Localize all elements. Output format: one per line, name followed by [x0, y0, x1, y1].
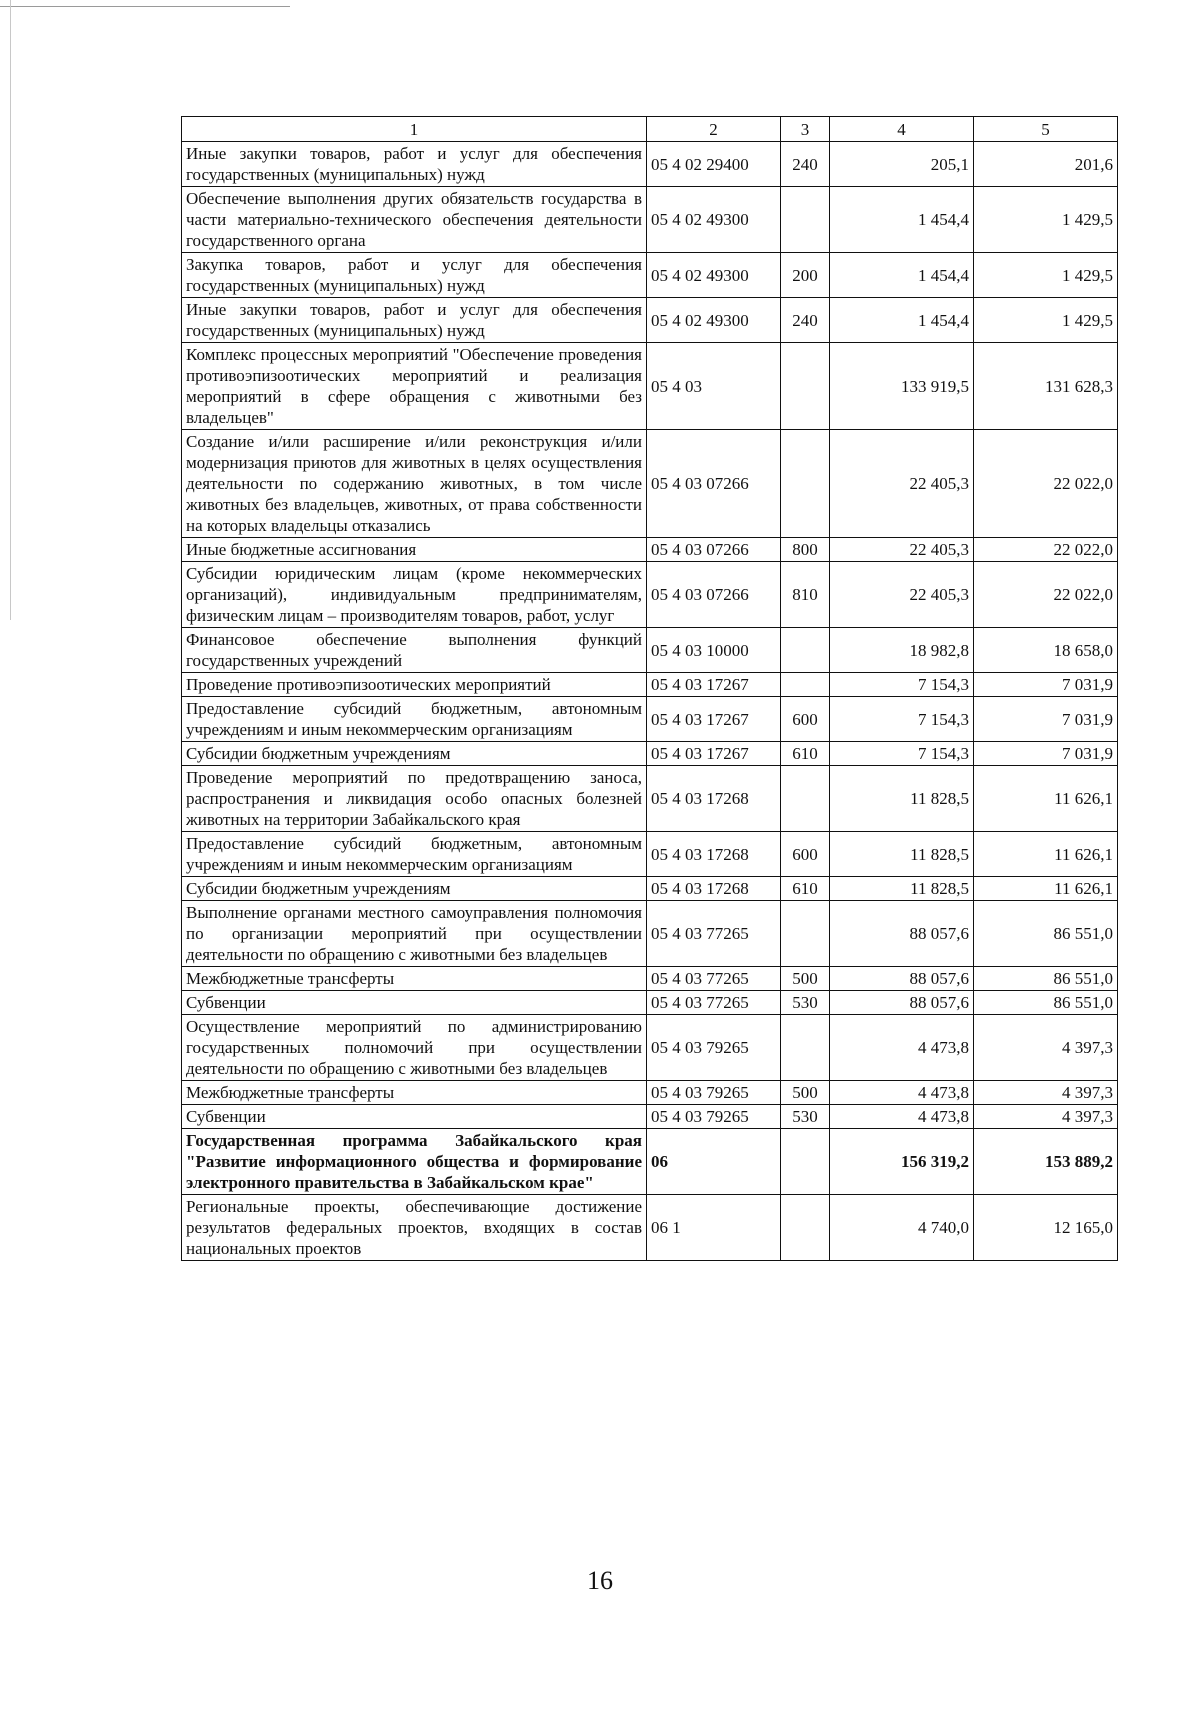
row-sum-col4: 7 154,3	[830, 697, 974, 742]
row-sum-col4: 7 154,3	[830, 673, 974, 697]
row-name: Предоставление субсидий бюджетным, автономным учреждениям и иным некоммерческим организациям	[182, 697, 647, 742]
table-row	[182, 1129, 1118, 1195]
row-expense-type	[781, 901, 830, 967]
row-expense-type	[781, 343, 830, 430]
row-sum-col4: 11 828,5	[830, 832, 974, 877]
row-name: Закупка товаров, работ и услуг для обеспечения государственных (муниципальных) нужд	[182, 253, 647, 298]
row-sum-col4: 4 740,0	[830, 1195, 974, 1261]
row-expense-type: 500	[781, 1081, 830, 1105]
row-sum-col4: 133 919,5	[830, 343, 974, 430]
row-code: 05 4 02 49300	[647, 298, 781, 343]
row-expense-type: 610	[781, 877, 830, 901]
header-col-3: 3	[781, 117, 830, 142]
row-sum-col5: 22 022,0	[974, 430, 1118, 538]
table-row	[182, 142, 1118, 187]
page-number: 16	[587, 1566, 613, 1595]
row-code: 05 4 03 17268	[647, 766, 781, 832]
row-name: Проведение противоэпизоотических мероприятий	[182, 673, 647, 697]
left-scan-line	[10, 0, 11, 620]
row-code: 05 4 03 77265	[647, 967, 781, 991]
row-name: Субсидии бюджетным учреждениям	[182, 742, 647, 766]
table-row	[182, 901, 1118, 967]
table-row	[182, 1105, 1118, 1129]
row-name: Создание и/или расширение и/или реконструкция и/или модернизация приютов для животных в целях осуществления деятельности по содержанию животных, в том числе животных без владельцев, животных, от права собственности на которых владельцы отказались	[182, 430, 647, 538]
row-code: 05 4 03 17267	[647, 742, 781, 766]
row-name: Субсидии юридическим лицам (кроме некоммерческих организаций), индивидуальным предпринимателям, физическим лицам – производителям товаров, работ, услуг	[182, 562, 647, 628]
row-expense-type	[781, 1015, 830, 1081]
row-name: Предоставление субсидий бюджетным, автономным учреждениям и иным некоммерческим организациям	[182, 832, 647, 877]
row-name: Субвенции	[182, 991, 647, 1015]
row-sum-col4: 1 454,4	[830, 187, 974, 253]
row-code: 05 4 03 77265	[647, 901, 781, 967]
row-sum-col4: 11 828,5	[830, 766, 974, 832]
row-name: Проведение мероприятий по предотвращению заноса, распространения и ликвидация особо опасных болезней животных на территории Забайкальского края	[182, 766, 647, 832]
row-sum-col5: 131 628,3	[974, 343, 1118, 430]
table-row	[182, 673, 1118, 697]
row-code: 05 4 02 49300	[647, 253, 781, 298]
row-name: Иные закупки товаров, работ и услуг для обеспечения государственных (муниципальных) нужд	[182, 298, 647, 343]
row-code: 06	[647, 1129, 781, 1195]
row-sum-col4: 22 405,3	[830, 430, 974, 538]
row-code: 05 4 03 17268	[647, 877, 781, 901]
table-row	[182, 343, 1118, 430]
row-expense-type	[781, 430, 830, 538]
row-sum-col4: 4 473,8	[830, 1105, 974, 1129]
row-name: Межбюджетные трансферты	[182, 967, 647, 991]
row-sum-col5: 7 031,9	[974, 673, 1118, 697]
row-sum-col5: 4 397,3	[974, 1015, 1118, 1081]
row-sum-col5: 86 551,0	[974, 967, 1118, 991]
header-row	[182, 117, 1118, 142]
table-row	[182, 967, 1118, 991]
table-row	[182, 628, 1118, 673]
row-name: Межбюджетные трансферты	[182, 1081, 647, 1105]
table-row	[182, 538, 1118, 562]
table-row	[182, 187, 1118, 253]
table-row	[182, 253, 1118, 298]
row-sum-col4: 4 473,8	[830, 1081, 974, 1105]
row-code: 05 4 03 17267	[647, 673, 781, 697]
row-sum-col5: 1 429,5	[974, 187, 1118, 253]
row-code: 05 4 03 07266	[647, 538, 781, 562]
row-sum-col4: 1 454,4	[830, 298, 974, 343]
row-expense-type: 600	[781, 832, 830, 877]
row-expense-type	[781, 1195, 830, 1261]
top-scan-line	[0, 6, 290, 7]
row-expense-type	[781, 1129, 830, 1195]
table-row	[182, 430, 1118, 538]
row-code: 05 4 03	[647, 343, 781, 430]
row-code: 05 4 02 49300	[647, 187, 781, 253]
header-col-4: 4	[830, 117, 974, 142]
row-expense-type: 530	[781, 1105, 830, 1129]
table-row	[182, 766, 1118, 832]
row-code: 05 4 03 77265	[647, 991, 781, 1015]
row-sum-col4: 88 057,6	[830, 967, 974, 991]
row-expense-type	[781, 628, 830, 673]
row-expense-type	[781, 673, 830, 697]
row-code: 05 4 03 79265	[647, 1105, 781, 1129]
row-code: 05 4 03 17267	[647, 697, 781, 742]
table-row	[182, 1015, 1118, 1081]
row-sum-col4: 22 405,3	[830, 562, 974, 628]
table-row	[182, 1081, 1118, 1105]
row-sum-col4: 88 057,6	[830, 901, 974, 967]
row-sum-col5: 86 551,0	[974, 991, 1118, 1015]
row-code: 06 1	[647, 1195, 781, 1261]
row-code: 05 4 03 17268	[647, 832, 781, 877]
row-name: Иные закупки товаров, работ и услуг для обеспечения государственных (муниципальных) нужд	[182, 142, 647, 187]
row-sum-col5: 11 626,1	[974, 766, 1118, 832]
row-expense-type: 500	[781, 967, 830, 991]
row-sum-col5: 22 022,0	[974, 562, 1118, 628]
row-code: 05 4 03 79265	[647, 1081, 781, 1105]
row-expense-type: 200	[781, 253, 830, 298]
row-sum-col4: 18 982,8	[830, 628, 974, 673]
row-code: 05 4 03 07266	[647, 562, 781, 628]
row-name: Комплекс процессных мероприятий "Обеспечение проведения противоэпизоотических мероприятий и реализация мероприятий в сфере обращения с животными без владельцев"	[182, 343, 647, 430]
header-col-5: 5	[974, 117, 1118, 142]
row-sum-col5: 18 658,0	[974, 628, 1118, 673]
row-expense-type: 600	[781, 697, 830, 742]
row-expense-type	[781, 187, 830, 253]
row-sum-col5: 4 397,3	[974, 1105, 1118, 1129]
table-row	[182, 697, 1118, 742]
row-sum-col5: 11 626,1	[974, 832, 1118, 877]
row-sum-col4: 88 057,6	[830, 991, 974, 1015]
row-name: Субвенции	[182, 1105, 647, 1129]
row-code: 05 4 02 29400	[647, 142, 781, 187]
row-sum-col5: 1 429,5	[974, 298, 1118, 343]
row-sum-col5: 153 889,2	[974, 1129, 1118, 1195]
row-code: 05 4 03 79265	[647, 1015, 781, 1081]
row-sum-col4: 205,1	[830, 142, 974, 187]
row-name: Субсидии бюджетным учреждениям	[182, 877, 647, 901]
row-name: Иные бюджетные ассигнования	[182, 538, 647, 562]
table-row	[182, 832, 1118, 877]
table-row	[182, 298, 1118, 343]
row-sum-col5: 12 165,0	[974, 1195, 1118, 1261]
row-code: 05 4 03 07266	[647, 430, 781, 538]
row-expense-type	[781, 766, 830, 832]
row-sum-col5: 7 031,9	[974, 742, 1118, 766]
row-expense-type: 240	[781, 298, 830, 343]
row-sum-col4: 156 319,2	[830, 1129, 974, 1195]
table-row	[182, 991, 1118, 1015]
row-name: Региональные проекты, обеспечивающие достижение результатов федеральных проектов, входящих в состав национальных проектов	[182, 1195, 647, 1261]
row-sum-col4: 7 154,3	[830, 742, 974, 766]
row-code: 05 4 03 10000	[647, 628, 781, 673]
row-expense-type: 610	[781, 742, 830, 766]
row-sum-col5: 86 551,0	[974, 901, 1118, 967]
row-sum-col5: 22 022,0	[974, 538, 1118, 562]
row-name: Осуществление мероприятий по администрированию государственных полномочий при осуществлении деятельности по обращению с животными без владельцев	[182, 1015, 647, 1081]
row-sum-col4: 22 405,3	[830, 538, 974, 562]
header-col-1: 1	[182, 117, 647, 142]
table-row	[182, 1195, 1118, 1261]
row-name: Выполнение органами местного самоуправления полномочия по организации мероприятий при осуществлении деятельности по обращению с животными без владельцев	[182, 901, 647, 967]
row-sum-col5: 7 031,9	[974, 697, 1118, 742]
row-name: Государственная программа Забайкальского края "Развитие информационного общества и формирование электронного правительства в Забайкальском крае"	[182, 1129, 647, 1195]
row-sum-col5: 11 626,1	[974, 877, 1118, 901]
row-expense-type: 800	[781, 538, 830, 562]
row-sum-col5: 4 397,3	[974, 1081, 1118, 1105]
row-expense-type: 530	[781, 991, 830, 1015]
row-sum-col4: 4 473,8	[830, 1015, 974, 1081]
row-name: Обеспечение выполнения других обязательств государства в части материально-технического обеспечения деятельности государственного органа	[182, 187, 647, 253]
table-row	[182, 742, 1118, 766]
row-sum-col4: 11 828,5	[830, 877, 974, 901]
row-expense-type: 810	[781, 562, 830, 628]
row-expense-type: 240	[781, 142, 830, 187]
table-row	[182, 562, 1118, 628]
header-col-2: 2	[647, 117, 781, 142]
row-sum-col5: 201,6	[974, 142, 1118, 187]
row-name: Финансовое обеспечение выполнения функций государственных учреждений	[182, 628, 647, 673]
row-sum-col5: 1 429,5	[974, 253, 1118, 298]
row-sum-col4: 1 454,4	[830, 253, 974, 298]
budget-table	[181, 116, 1118, 1261]
table-body	[182, 142, 1118, 1261]
table-row	[182, 877, 1118, 901]
